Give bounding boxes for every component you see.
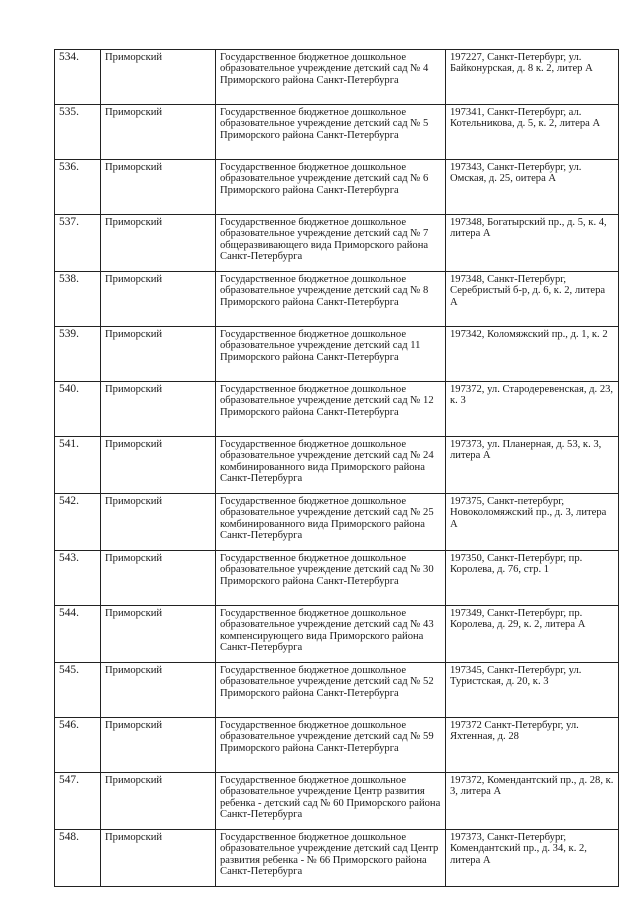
district-cell: Приморский: [101, 773, 216, 830]
district-cell: Приморский: [101, 663, 216, 718]
row-number: 542.: [55, 494, 101, 551]
district-cell: Приморский: [101, 606, 216, 663]
table-row: [55, 773, 619, 830]
row-number: 537.: [55, 215, 101, 272]
table-row: [55, 215, 619, 272]
district-cell: Приморский: [101, 160, 216, 215]
row-number: 534.: [55, 50, 101, 105]
institution-name-cell: Государственное бюджетное дошкольное образовательное учреждение детский сад Центр развития ребенка - № 66 Приморского района Санкт-Петербурга: [216, 830, 446, 887]
table-row: [55, 327, 619, 382]
district-cell: Приморский: [101, 215, 216, 272]
district-cell: Приморский: [101, 50, 216, 105]
table-row: [55, 105, 619, 160]
table-row: [55, 663, 619, 718]
table-row: [55, 272, 619, 327]
row-number: 546.: [55, 718, 101, 773]
row-number: 536.: [55, 160, 101, 215]
row-number: 540.: [55, 382, 101, 437]
table-row: [55, 382, 619, 437]
registry-table-body: [55, 50, 619, 887]
institution-name-cell: Государственное бюджетное дошкольное образовательное учреждение детский сад № 5 Приморского района Санкт-Петербурга: [216, 105, 446, 160]
institution-name-cell: Государственное бюджетное дошкольное образовательное учреждение детский сад № 30 Приморского района Санкт-Петербурга: [216, 551, 446, 606]
table-row: [55, 830, 619, 887]
table-row: [55, 437, 619, 494]
address-cell: 197350, Санкт-Петербург, пр. Королева, д. 76, стр. 1: [446, 551, 619, 606]
table-row: [55, 718, 619, 773]
institution-name-cell: Государственное бюджетное дошкольное образовательное учреждение детский сад № 12 Приморского района Санкт-Петербурга: [216, 382, 446, 437]
address-cell: 197342, Коломяжский пр., д. 1, к. 2: [446, 327, 619, 382]
row-number: 539.: [55, 327, 101, 382]
district-cell: Приморский: [101, 437, 216, 494]
table-row: [55, 606, 619, 663]
row-number: 535.: [55, 105, 101, 160]
row-number: 543.: [55, 551, 101, 606]
address-cell: 197373, ул. Планерная, д. 53, к. 3, литера А: [446, 437, 619, 494]
institution-name-cell: Государственное бюджетное дошкольное образовательное учреждение детский сад № 43 компенсирующего вида Приморского района Санкт-Петербурга: [216, 606, 446, 663]
institution-name-cell: Государственное бюджетное дошкольное образовательное учреждение детский сад № 24 комбинированного вида Приморского района Санкт-Петербурга: [216, 437, 446, 494]
address-cell: 197343, Санкт-Петербург, ул. Омская, д. 25, оитера А: [446, 160, 619, 215]
address-cell: 197341, Санкт-Петербург, ал. Котельникова, д. 5, к. 2, литера А: [446, 105, 619, 160]
institution-name-cell: Государственное бюджетное дошкольное образовательное учреждение детский сад № 4 Приморского района Санкт-Петербурга: [216, 50, 446, 105]
institution-name-cell: Государственное бюджетное дошкольное образовательное учреждение детский сад № 6 Приморского района Санкт-Петербурга: [216, 160, 446, 215]
row-number: 544.: [55, 606, 101, 663]
institution-name-cell: Государственное бюджетное дошкольное образовательное учреждение детский сад 11 Приморского района Санкт-Петербурга: [216, 327, 446, 382]
address-cell: 197372 Санкт-Петербург, ул. Яхтенная, д. 28: [446, 718, 619, 773]
district-cell: Приморский: [101, 327, 216, 382]
row-number: 548.: [55, 830, 101, 887]
district-cell: Приморский: [101, 494, 216, 551]
district-cell: Приморский: [101, 272, 216, 327]
address-cell: 197373, Санкт-Петербург, Комендантский пр., д. 34, к. 2, литера А: [446, 830, 619, 887]
address-cell: 197349, Санкт-Петербург, пр. Королева, д. 29, к. 2, литера А: [446, 606, 619, 663]
district-cell: Приморский: [101, 551, 216, 606]
district-cell: Приморский: [101, 105, 216, 160]
address-cell: 197375, Санкт-петербург, Новоколомяжский пр., д. 3, литера А: [446, 494, 619, 551]
institution-name-cell: Государственное бюджетное дошкольное образовательное учреждение детский сад № 25 комбинированного вида Приморского района Санкт-Петербурга: [216, 494, 446, 551]
address-cell: 197348, Богатырский пр., д. 5, к. 4, литера А: [446, 215, 619, 272]
address-cell: 197348, Санкт-Петербург, Серебристый б-р, д. 6, к. 2, литера А: [446, 272, 619, 327]
table-row: [55, 50, 619, 105]
address-cell: 197372, Комендантский пр., д. 28, к. 3, литера А: [446, 773, 619, 830]
address-cell: 197345, Санкт-Петербург, ул. Туристская, д. 20, к. 3: [446, 663, 619, 718]
row-number: 541.: [55, 437, 101, 494]
address-cell: 197227, Санкт-Петербург, ул. Байконурская, д. 8 к. 2, литер А: [446, 50, 619, 105]
institution-name-cell: Государственное бюджетное дошкольное образовательное учреждение детский сад № 7 общеразвивающего вида Приморского района Санкт-Петербурга: [216, 215, 446, 272]
district-cell: Приморский: [101, 718, 216, 773]
table-row: [55, 160, 619, 215]
institution-name-cell: Государственное бюджетное дошкольное образовательное учреждение детский сад № 59 Приморского района Санкт-Петербурга: [216, 718, 446, 773]
row-number: 545.: [55, 663, 101, 718]
institution-name-cell: Государственное бюджетное дошкольное образовательное учреждение детский сад № 8 Приморского района Санкт-Петербурга: [216, 272, 446, 327]
institution-name-cell: Государственное бюджетное дошкольное образовательное учреждение Центр развития ребенка - детский сад № 60 Приморского района Санкт-Петербурга: [216, 773, 446, 830]
district-cell: Приморский: [101, 830, 216, 887]
row-number: 547.: [55, 773, 101, 830]
row-number: 538.: [55, 272, 101, 327]
institution-name-cell: Государственное бюджетное дошкольное образовательное учреждение детский сад № 52 Приморского района Санкт-Петербурга: [216, 663, 446, 718]
district-cell: Приморский: [101, 382, 216, 437]
registry-table: [54, 49, 619, 887]
address-cell: 197372, ул. Стародеревенская, д. 23, к. 3: [446, 382, 619, 437]
table-row: [55, 494, 619, 551]
table-row: [55, 551, 619, 606]
